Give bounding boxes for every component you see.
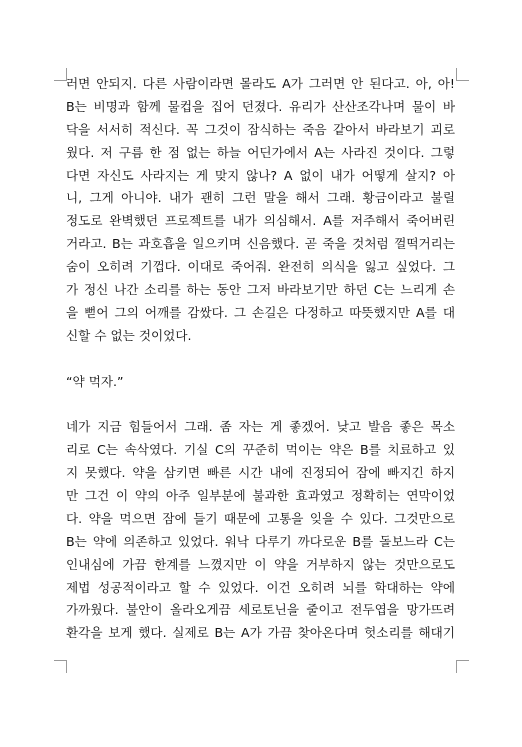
text-line: 지 못했다. 약을 삼키면 빠른 시간 내에 진정되어 잠에 빠지긴 하지 [66, 465, 455, 481]
text-line: 니, 그게 아니야. 내가 괜히 그런 말을 해서 그래. 황금이라고 불릴 [66, 190, 455, 206]
blank-line [66, 348, 455, 371]
blank-line [66, 393, 455, 416]
paragraph [66, 73, 455, 348]
text-line: 네가 지금 힘들어서 그래. 좀 자는 게 좋겠어. 낮고 발음 좋은 목소 [66, 419, 455, 435]
crop-mark-bottom-right [456, 660, 469, 673]
text-line: 닥을 서서히 적신다. 꼭 그것이 잠식하는 죽음 같아서 바라보기 괴로 [66, 121, 455, 137]
text-line: 숨이 오히려 기껍다. 이대로 죽어줘. 완전히 의식을 잃고 싶었다. 그 [66, 259, 455, 275]
text-line: 리로 C는 속삭였다. 기실 C의 꾸준히 먹이는 약은 B를 치료하고 있 [66, 442, 455, 458]
text-line: 정도로 완벽했던 프로젝트를 내가 의심해서. A를 저주해서 죽어버린 [66, 213, 455, 229]
text-line: 러면 안되지. 다른 사람이라면 몰라도 A가 그러면 안 된다고. 아, 아! [66, 76, 455, 91]
text-line: B는 비명과 함께 물컵을 집어 던졌다. 유리가 산산조각나며 물이 바 [66, 98, 455, 114]
document-body[interactable] [66, 73, 455, 645]
crop-mark-top-right [456, 68, 469, 81]
dialogue-line: “약 먹자.” [66, 373, 124, 389]
text-line: 환각을 보게 했다. 실제로 B는 A가 가끔 찾아온다며 헛소리를 해대기 [66, 625, 455, 641]
text-line: 신할 수 없는 것이었다. [66, 327, 192, 343]
text-line: 가까웠다. 불안이 올라오게끔 세로토닌을 줄이고 전두엽을 망가뜨려 [66, 602, 455, 618]
text-line: 인내심에 가끔 한계를 느꼈지만 이 약을 거부하지 않는 것만으로도 [66, 556, 455, 572]
paragraph [66, 371, 455, 394]
text-line: 만 그건 이 약의 아주 일부분에 불과한 효과였고 정확히는 연막이었 [66, 488, 455, 504]
text-line: 다면 자신도 사라지는 게 맞지 않나? A 없이 내가 어떻게 살지? 아 [66, 167, 455, 183]
text-line: 가 정신 나간 소리를 하는 동안 그저 바라보기만 하던 C는 느리게 손 [66, 282, 455, 298]
text-line: 을 뻗어 그의 어깨를 감쌌다. 그 손길은 다정하고 따뜻했지만 A를 대 [66, 304, 455, 320]
text-line: 거라고. B는 과호흡을 일으키며 신음했다. 곧 죽을 것처럼 껄떡거리는 [66, 236, 455, 252]
paragraph [66, 416, 455, 645]
crop-mark-bottom-left [54, 660, 67, 673]
text-line: 다. 약을 먹으면 잠에 들기 때문에 고통을 잊을 수 있다. 그것만으로 [66, 510, 455, 526]
text-line: 웠다. 저 구름 한 점 없는 하늘 어딘가에서 A는 사라진 것이다. 그렇 [66, 144, 455, 160]
text-line: 제법 성공적이라고 할 수 있었다. 이건 오히려 뇌를 학대하는 약에 [66, 579, 455, 595]
text-line: B는 약에 의존하고 있었다. 워낙 다루기 까다로운 B를 돌보느라 C는 [66, 533, 455, 549]
